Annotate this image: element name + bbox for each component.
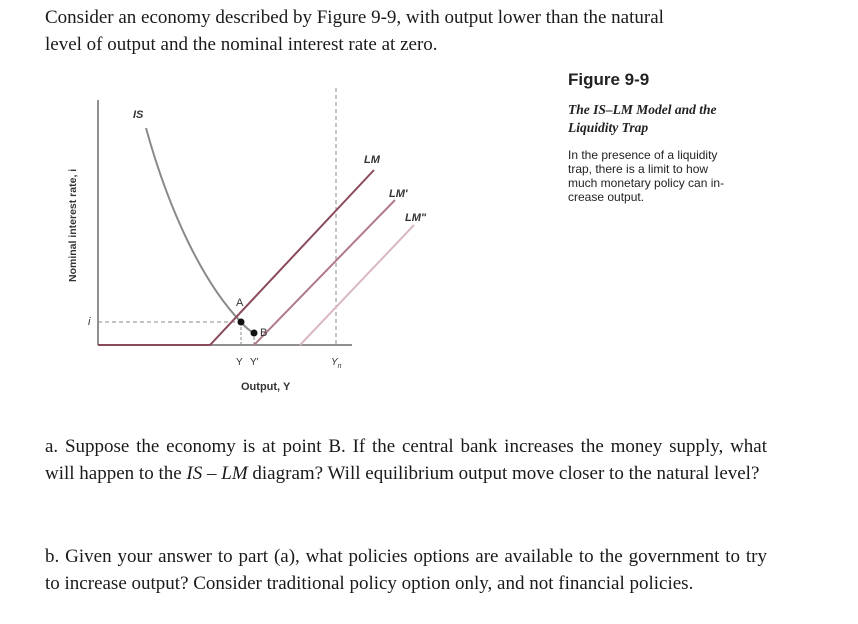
intro-line-1: Consider an economy described by Figure 9-9, with output lower than the natural	[45, 7, 664, 28]
question-a	[45, 433, 767, 487]
lm-curve	[98, 170, 374, 345]
y-prime-tick-label: Y'	[250, 357, 259, 368]
is-label: IS	[133, 109, 144, 121]
point-a-marker	[238, 319, 245, 326]
lm-dprime-curve	[300, 225, 414, 345]
y-tick-label: Y	[236, 357, 243, 368]
question-a-part-4: the natural level?	[628, 463, 760, 484]
question-a-formula: IS – LM	[186, 463, 248, 484]
figure-subtitle-line-1: The IS–LM Model and the	[568, 102, 717, 117]
question-b	[45, 543, 767, 597]
yn-subscript: n	[337, 363, 342, 370]
question-b-line-3: financial policies.	[558, 573, 694, 594]
point-a-label: A	[236, 297, 244, 309]
point-b-marker	[251, 330, 258, 337]
figure-caption-line-3: much monetary policy can in-	[568, 176, 725, 190]
figure-caption-line-4: crease output.	[568, 190, 645, 204]
point-b-label: B	[260, 327, 268, 339]
figure-title: Figure 9-9	[568, 70, 650, 89]
figure-caption	[568, 148, 768, 204]
intro-line-2: level of output and the nominal interest rate at zero.	[45, 34, 438, 55]
lm-prime-label: LM'	[389, 188, 408, 200]
y-axis-label: Nominal interest rate, i	[67, 168, 79, 282]
x-axis-label: Output, Y	[241, 381, 291, 393]
question-a-part-1: a. Suppose the economy is at point B. If the central bank increases the money supply,	[45, 436, 724, 457]
yn-tick-label	[331, 357, 342, 370]
figure-caption-line-2: trap, there is a limit to how	[568, 162, 709, 176]
i-axis-label: i	[88, 316, 91, 328]
question-b-line-2: government to try to increase output? Consider traditional policy option only, and not	[45, 546, 767, 594]
lm-dprime-label: LM"	[405, 212, 427, 224]
question-a-part-2: what will happen to the	[45, 436, 768, 484]
question-a-part-3: diagram? Will equilibrium output move closer to	[252, 463, 624, 484]
question-b-line-1: b. Given your answer to part (a), what policies options are available to the	[45, 546, 623, 567]
yn-main: Y	[331, 357, 338, 368]
figure-subtitle-line-2: Liquidity Trap	[568, 120, 649, 135]
lm-label: LM	[364, 154, 380, 166]
figure-subtitle	[568, 101, 768, 137]
figure-caption-line-1: In the presence of a liquidity	[568, 148, 718, 162]
